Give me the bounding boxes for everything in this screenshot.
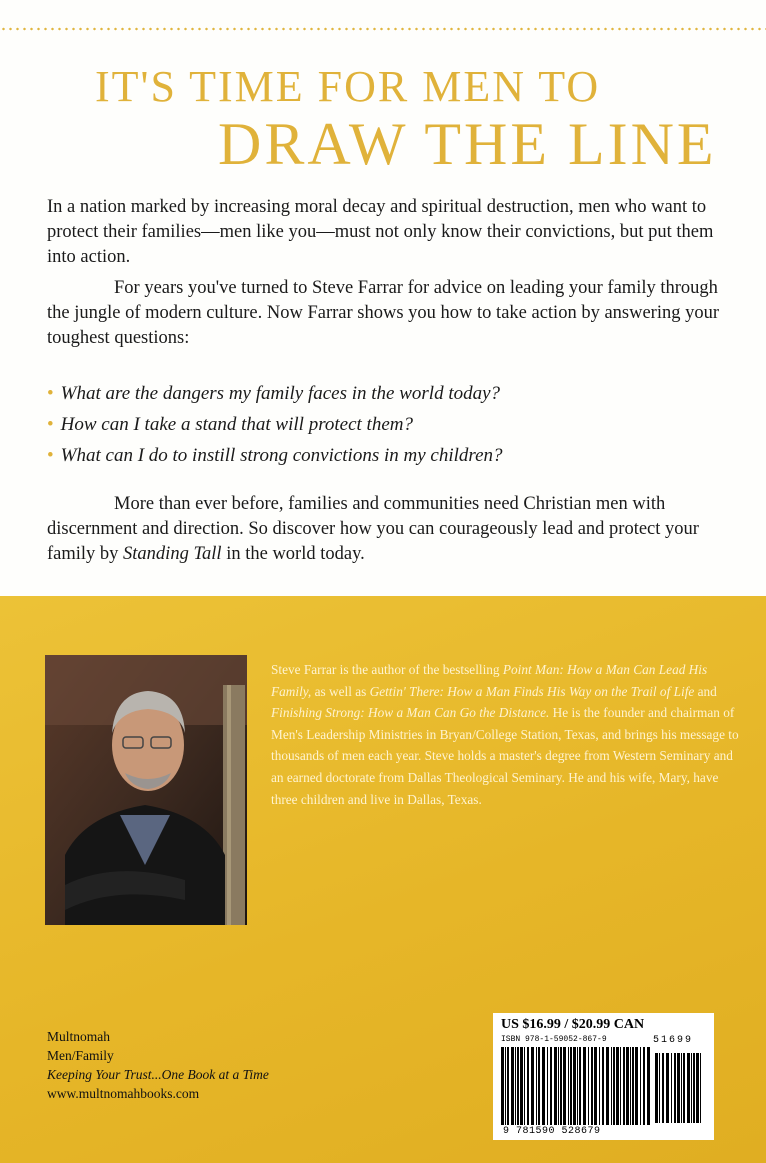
book-title: Gettin' There: How a Man Finds His Way on the Trail of Life — [369, 683, 695, 699]
barcode-bar — [700, 1053, 701, 1123]
author-bio — [271, 659, 741, 810]
barcode-bar — [606, 1047, 609, 1125]
bio-text: He is the founder and chairman of Men's Leadership Ministries in Bryan/College Station, Texas, and brings his message to thousands of men each year. Steve holds a master's degree from Western Seminary and an earned doctorate from Dallas Theological Seminary. He and his wife, Mary, have three children and live in Dallas, Texas. — [271, 705, 739, 807]
supplement-barcode — [655, 1053, 703, 1123]
barcode-bar — [630, 1047, 631, 1125]
barcode-bar — [643, 1047, 645, 1125]
price-label: US $16.99 / $20.99 CAN — [501, 1017, 645, 1032]
barcode-bar — [554, 1047, 557, 1125]
barcode-bar — [547, 1047, 548, 1125]
isbn-barcode — [501, 1047, 651, 1125]
barcode-bar — [681, 1053, 682, 1123]
barcode-bar — [674, 1053, 676, 1123]
barcode-bar — [538, 1047, 540, 1125]
closing-paragraph — [47, 492, 727, 567]
barcode-bar — [573, 1047, 576, 1125]
bullet-icon: • — [47, 383, 54, 404]
barcode-bar — [515, 1047, 516, 1125]
bullet-icon: • — [47, 414, 54, 435]
dotted-border — [0, 27, 766, 31]
barcode-bar — [568, 1047, 569, 1125]
barcode-bar — [599, 1047, 600, 1125]
bullet-icon: • — [47, 445, 54, 466]
barcode-bar — [517, 1047, 519, 1125]
barcode-bar — [591, 1047, 593, 1125]
closing-text: More than ever before, families and communities need Christian men with discernment and direction. So discover how you can courageously lead and protect your family by — [47, 494, 699, 564]
barcode-bar — [594, 1047, 597, 1125]
barcode-bar — [620, 1047, 621, 1125]
barcode-bar — [640, 1047, 641, 1125]
barcode-bar — [683, 1053, 685, 1123]
barcode-bar — [626, 1047, 629, 1125]
barcode-bar — [501, 1047, 504, 1125]
barcode-bar — [687, 1053, 690, 1123]
barcode-bar — [505, 1047, 506, 1125]
barcode-bar — [507, 1047, 509, 1125]
barcode-bar — [602, 1047, 604, 1125]
question-text: What can I do to instill strong convictions in my children? — [60, 445, 503, 466]
closing-text-end: in the world today. — [221, 544, 365, 564]
barcode-bar — [577, 1047, 578, 1125]
question-item — [47, 409, 737, 440]
author-portrait-image — [45, 655, 247, 925]
barcode-bar — [647, 1047, 650, 1125]
publisher-name: Multnomah — [47, 1029, 110, 1044]
barcode-bar — [613, 1047, 615, 1125]
barcode-bar — [691, 1053, 692, 1123]
category-label: Men/Family — [47, 1048, 114, 1063]
barcode-bar — [550, 1047, 552, 1125]
barcode-bar — [527, 1047, 529, 1125]
isbn-label: ISBN 978-1-59052-867-9 — [501, 1035, 607, 1044]
publisher-info — [47, 1027, 269, 1103]
barcode-bar — [632, 1047, 634, 1125]
barcode-bar — [616, 1047, 619, 1125]
barcode-bar — [536, 1047, 537, 1125]
barcode-bar — [511, 1047, 514, 1125]
price-barcode-box — [493, 1013, 714, 1140]
question-text: What are the dangers my family faces in the world today? — [60, 383, 501, 404]
barcode-bar — [659, 1053, 660, 1123]
bio-text: Steve Farrar is the author of the bestselling — [271, 662, 503, 677]
barcode-bar — [662, 1053, 664, 1123]
barcode-bar — [696, 1053, 699, 1123]
barcode-bar — [579, 1047, 581, 1125]
headline-line-1: IT'S TIME FOR MEN TO — [95, 62, 601, 111]
question-item — [47, 378, 737, 409]
publisher-url: www.multnomahbooks.com — [47, 1086, 200, 1101]
headline-line-2: DRAW THE LINE — [218, 111, 717, 177]
barcode-bar — [583, 1047, 586, 1125]
bio-text: as well as — [311, 683, 370, 699]
book-title: Standing Tall — [123, 544, 222, 564]
barcode-bar — [693, 1053, 695, 1123]
price-supplement-code: 51699 — [653, 1035, 694, 1046]
barcode-bar — [570, 1047, 572, 1125]
barcode-bar — [558, 1047, 559, 1125]
barcode-bar — [520, 1047, 523, 1125]
book-title: Finishing Strong: How a Man Can Go the Distance. — [271, 705, 550, 721]
barcode-bar — [677, 1053, 680, 1123]
book-title: Point Man: How a Man Can Lead His Family, — [271, 662, 708, 699]
barcode-bar — [563, 1047, 566, 1125]
barcode-bar — [635, 1047, 638, 1125]
question-list — [47, 378, 737, 471]
publisher-tagline: Keeping Your Trust...One Book at a Time — [47, 1067, 269, 1082]
barcode-bar — [542, 1047, 545, 1125]
barcode-number: 9 781590 528679 — [503, 1126, 601, 1137]
barcode-bar — [666, 1053, 669, 1123]
barcode-bar — [671, 1053, 672, 1123]
barcode-bar — [623, 1047, 625, 1125]
barcode-bar — [531, 1047, 534, 1125]
barcode-bar — [655, 1053, 658, 1123]
question-text: How can I take a stand that will protect them? — [60, 414, 413, 435]
barcode-bar — [588, 1047, 589, 1125]
intro-paragraph-1: In a nation marked by increasing moral decay and spiritual destruction, men who want to protect their families—men like you—must not only know their convictions, but put them into action. — [47, 197, 714, 267]
bio-text: and — [694, 683, 717, 699]
intro-paragraph-2: For years you've turned to Steve Farrar for advice on leading your family through the jungle of modern culture. Now Farrar shows you how to take action by answering your toughest questions: — [47, 278, 720, 348]
question-item — [47, 440, 737, 471]
author-photo — [45, 655, 247, 925]
barcode-bar — [560, 1047, 562, 1125]
barcode-bar — [524, 1047, 525, 1125]
barcode-bar — [611, 1047, 612, 1125]
